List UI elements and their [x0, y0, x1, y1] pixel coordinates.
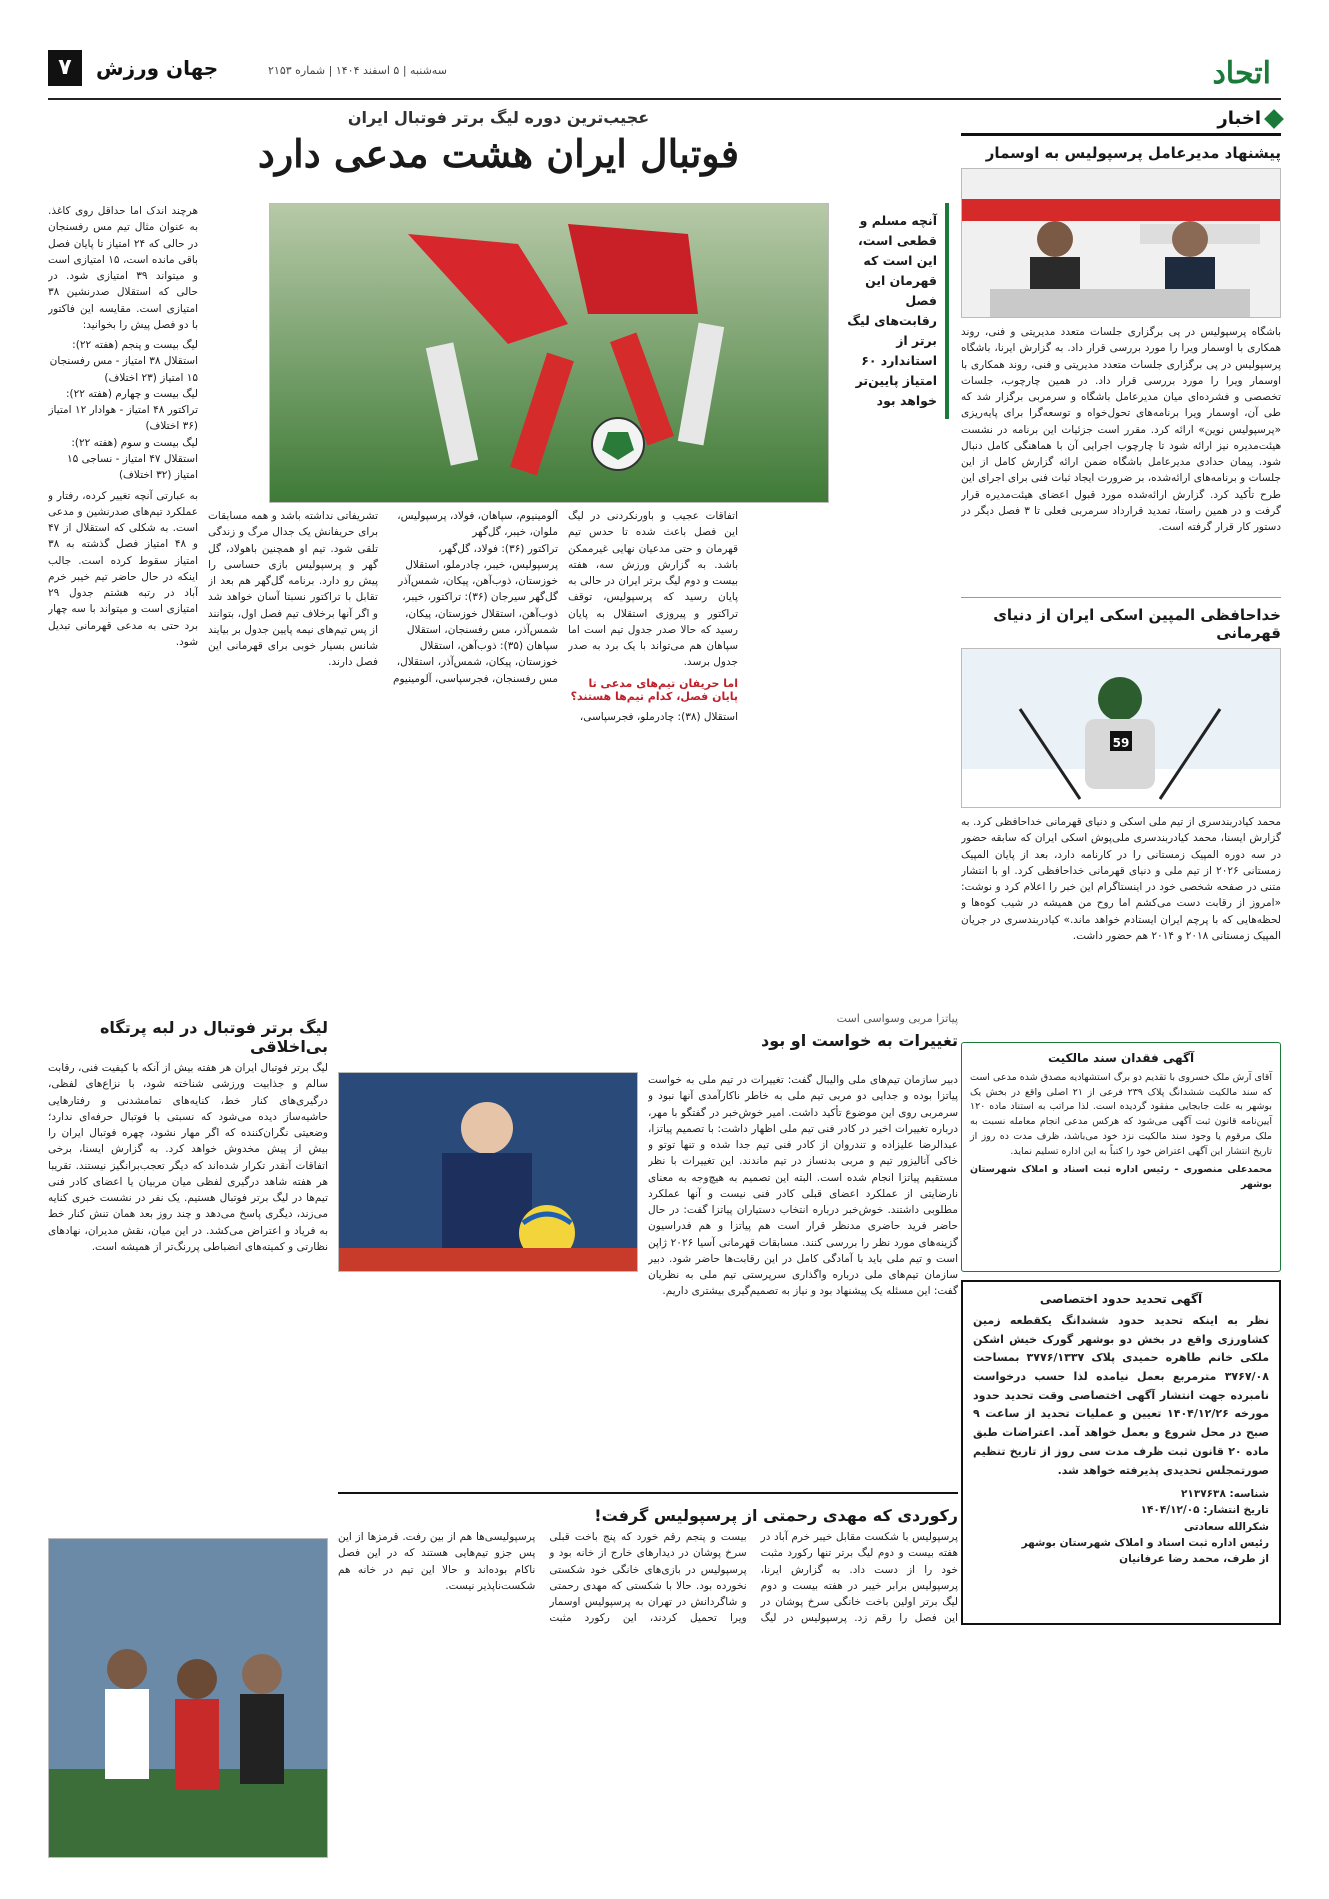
notice2-body: نظر به اینکه تحدید حدود ششدانگ یکقطعه زمین کشاورزی واقع در بخش دو بوشهر گورک خیش اشکن ملکی خانم طاهره حمیدی پلاک ۳۷۷۶/۱۳۳۷ بمساحت ۳۷۶۷/۰۸ مترمربع بعمل نیامده لذا حسب درخواست نامبرده جهت انتشار آگهی اختصاصی وقت تحدید حدود مورخه ۱۴۰۴/۱۲/۲۶ تعیین و عملیات تحدید از ساعت ۹ صبح در محل شروع و بعمل خواهد آمد. اعتراضات طبق ماده ۲۰ قانون ثبت ظرف مدت سی روز از تاریخ تنظیم صورتمجلس تحدیدی پذیرفته خواهد شد. [973, 1314, 1270, 1477]
volleyball-kicker: پیاتزا مربی وسواسی است [836, 1012, 958, 1025]
bottom-section [48, 1012, 958, 1868]
ethics-title: لیگ برتر فوتبال در لبه پرتگاه بی‌اخلاقی [99, 1018, 328, 1056]
lead-story [48, 108, 949, 1008]
section-label [961, 108, 1281, 136]
story-record [338, 1492, 958, 1862]
notice-boundary [961, 1280, 1281, 1625]
dateline: سه‌شنبه | ۵ اسفند ۱۴۰۴ | شماره ۲۱۵۳ [268, 64, 447, 77]
lead-col1b: به عبارتی آنچه تغییر کرده، رفتار و عملکرد تیم‌های صدرنشین و مدعی است. به شکلی که استقلال از ۴۷ و ۴۸ امتیاز فصل گذشته به ۳۸ امتیاز سقوط کرده است. جالب اینکه در حال حاضر تیم خیبر خرم آباد در رتبه هشتم جدول ۲۹ امتیازی است و میتواند با سه چهار برد حتی به مدعی قهرمانی تبدیل شود. [48, 489, 198, 648]
story2-title: خداحافظی المپین اسکی ایران از دنیای قهرمانی [993, 606, 1281, 642]
lead-col4: اتفاقات عجیب و باورنکردنی در لیگ این فصل باعث شده تا حدس تیم قهرمان و حتی مدعیان نهایی غیرممکن باشد. به گزارش ورزش سه، هفته بیست و دوم لیگ برتر ایران در حالی به پایان رسید که پرسپولیس، توقف تراکتور و پیروزی استقلال به پایان رسید که حالا صدر جدول تیم است اما سپاهان هم می‌تواند با یک برد به صدر جدول برسد. [568, 510, 738, 669]
volleyball-photo [338, 1072, 638, 1272]
lead-pullquote: آنچه مسلم و قطعی است، این است که قهرمان این فصل رقابت‌های لیگ برتر از استاندارد ۶۰ امتیاز پایین‌تر خواهد بود [839, 203, 949, 419]
football-action-illustration [269, 204, 828, 503]
section-label-text: اخبار [1217, 108, 1261, 129]
news-sidebar [961, 108, 1281, 1868]
lead-col1: هرچند اندک اما حداقل روی کاغذ. به عنوان مثال تیم مس رفسنجان در حالی که ۲۴ امتیاز تا پایان فصل باقی مانده است، ۱۵ امتیازی است و میتواند ۳۹ امتیازی شود. در حالی که استقلال صدرنشین ۳۸ امتیازی است. مقایسه این فاکتور با دو فصل پیش را بخوانید: [48, 205, 198, 331]
story2-body: محمد کیادربندسری از تیم ملی اسکی و دنیای قهرمانی خداحافظی کرد. به گزارش ایسنا، محمد کیادربندسری ملی‌پوش اسکی ایران که سابقه حضور در سه دوره المپیک زمستانی را در کارنامه دارد، بعد از پایان المپیک زمستانی ۲۰۲۶ از تیم ملی و دنیای قهرمانی خداحافظی کرد. او با انتشار متنی در صفحه شخصی خود در اینستاگرام این خبر را اعلام کرد و نوشت: «امروز از رقابت دست می‌کشم اما روح من همیشه در شیب کوه‌ها و لحظه‌هایی که با پرچم ایران ایستادم خواهد ماند.» کیادربندسری در جریان المپیک زمستانی ۲۰۱۸ و ۲۰۱۴ هم حضور داشت. [961, 816, 1281, 942]
lead-question: اما حریفان تیم‌های مدعی تا پایان فصل، کدام تیم‌ها هستند؟ [570, 676, 738, 703]
lead-kicker: عجیب‌ترین دوره لیگ برتر فوتبال ایران [347, 108, 650, 127]
volleyball-title: تغییرات به خواست او بود [760, 1031, 958, 1050]
lead-list: لیگ بیست و پنجم (هفته ۲۲): استقلال ۳۸ امتیاز - مس رفسنجان ۱۵ امتیاز (۲۳ اختلاف) لیگ بیست و چهارم (هفته ۲۲): تراکتور ۴۸ امتیاز - هوادار ۱۲ امتیاز (۳۶ اختلاف) لیگ بیست و سوم (هفته ۲۲): استقلال ۴۷ امتیاز - نساجی ۱۵ امتیاز (۳۲ اختلاف) [48, 339, 198, 482]
skier-illustration [961, 649, 1280, 808]
lead-column-3 [388, 508, 558, 998]
ethics-body: لیگ برتر فوتبال ایران هر هفته بیش از آنکه با کیفیت فنی، رقابت سالم و جذابیت ورزشی شناخته شود، با نزاع‌های لفظی، درگیری‌های کنار خط، کنایه‌های تمامشدنی و رفتارهایی حاشیه‌ساز دیده می‌شود که نسبتی با فوتبال حرفه‌ای ندارد؛ وضعیتی نگران‌کننده که اگر مهار نشود، چهره فوتبال ایران را بیش از پیش مخدوش خواهد کرد. به گزارش ایسنا، برخی اتفاقات آنقدر تکرار شده‌اند که دیگر تعجب‌برانگیز نیستند. تقریبا هر هفته شاهد درگیری لفظی میان مربیان یا اعضای کادر فنی تیم‌ها در لیگ برتر فوتبال هستیم. یک نفر در نشست خبری کنایه می‌زند، دیگری پاسخ می‌دهد و چند روز بعد همان تنش کنار خط به فریاد و اعتراض می‌کشد. در این میان، نقش مدیران، نهادهای نظارتی و کمیته‌های انضباطی پررنگ‌تر از همیشه است. [48, 1062, 328, 1253]
lead-col2: تشریفاتی نداشته باشد و همه مسابقات برای حریفانش یک جدال مرگ و زندگی تلقی شود. تیم او همچنین باهولاد، گل گهر و پرسپولیس بازی حساسی را پیش رو دارد. برنامه گل‌گهر هم بعد از تقابل با تراکتور نسبتا آسان خواهد شد و اگر آنها برخلاف تیم فصل اول، بتوانند از پس تیم‌های نیمه پایین جدول بر بیایند شانس بسیار خوبی برای قهرمانی این فصل دارند. [208, 510, 378, 669]
ethics-photo [48, 1538, 328, 1858]
notice-lost-deed [961, 1042, 1281, 1272]
story1-photo [961, 168, 1281, 318]
lead-photo [269, 203, 829, 503]
record-body: پرسپولیس با شکست مقابل خیبر خرم آباد در هفته بیست و دوم لیگ برتر تنها رکورد مثبت خود را از دست داد. به گزارش ایرنا، پرسپولیس برابر خیبر در هفته بیست و دوم لیگ برتر اولین باخت خانگی سرخ پوشان در این فصل را رقم زد. پرسپولیس در لیگ بیست و پنجم رقم خورد که پنج باخت قبلی سرخ پوشان در دیدارهای خارج از خانه بود و پرسپولیس در بازی‌های خانگی خود شکستی نخورده بود. حالا با شکستی که مهدی رحمتی و شاگردانش در تهران به پرسپولیس اوسمار ویرا تحمیل کردند، این رکورد مثبت پرسپولیسی‌ها هم از بین رفت. قرمزها از این پس جزو تیم‌هایی هستند که در این فصل ناکام بوده‌اند و حالا این تیم در خانه هم شکست‌ناپذیر نیست. [338, 1531, 958, 1625]
story1-body: باشگاه پرسپولیس در پی برگزاری جلسات متعدد مدیریتی و فنی، روند همکاری با اوسمار ویرا را مورد بررسی قرار داد. به گزارش ایرنا، باشگاه پرسپولیس در پی برگزاری جلسات متعدد مدیریتی و فنی، روند همکاری با اوسمار ویرا را مورد بررسی قرار داد. در همین چارچوب، جلسات تخصصی و فشرده‌ای میان مدیرعامل باشگاه و سرمربی برگزار شد که طی آن، اوسمار ویرا برنامه‌های تحول‌خواه و توسعه‌گرا برای پایه‌ریزی «پرسپولیس نوین» ارائه کرد. مقرر است جزئیات این برنامه در نشست هیئت‌مدیره نیز ارائه شود تا چارچوب اجرایی آن با هماهنگی کامل دنبال شود. پیمان حدادی مدیرعامل باشگاه ضمن ارائه گزارش کامل از این جلسات و برنامه‌های ارائه‌شده، بر ضرورت ایجاد ثبات فنی برای اجرای این طرح تأکید کرد. گزارش ارائه‌شده مورد قبول اعضای هیئت‌مدیره قرار گرفت و در همین راستا، تمدید قرارداد سرمربی فعلی تا ۳ فصل دیگر در دستور کار قرار گرفته است. [961, 326, 1281, 534]
notice2-role: رئیس اداره ثبت اسناد و املاک شهرستان بوشهر [1021, 1536, 1269, 1549]
story-volleyball [338, 1012, 958, 1482]
bib-number: 59 [1112, 736, 1130, 750]
page-header [48, 50, 1281, 100]
lead-col3: آلومینیوم، سپاهان، فولاد، پرسپولیس، ملوان، خیبر، گل‌گهر تراکتور (۳۶): فولاد، گل‌گهر، پرسپولیس، خیبر، چادرملو، استقلال خوزستان، ذوب‌آهن، پیکان، شمس‌آذر گل‌گهر سیرجان (۳۶): تراکتور، خیبر، ذوب‌آهن، استقلال خوزستان، پیکان، شمس‌آذر، مس رفسنجان، استقلال سپاهان (۳۵): ذوب‌آهن، استقلال خوزستان، پیکان، شمس‌آذر، استقلال، مس رفسنجان، فجرسپاسی، آلومینیوم [392, 510, 558, 685]
lead-column-1 [48, 203, 198, 993]
notice2-signer: شکرالله سعادتی [1184, 1520, 1269, 1533]
section-name: جهان ورزش [96, 56, 219, 80]
lead-column-2 [208, 508, 378, 998]
lead-col4-end: استقلال (۳۸): چادرملو، فجرسپاسی، [579, 710, 738, 723]
divider [961, 597, 1281, 598]
record-title: رکوردی که مهدی رحمتی از پرسپولیس گرفت! [594, 1506, 958, 1525]
notice2-date: تاریخ انتشار: ۱۴۰۴/۱۲/۰۵ [1140, 1504, 1269, 1517]
page-number: ۷ [48, 50, 82, 86]
story2-photo [961, 648, 1281, 808]
lead-headline: فوتبال ایران هشت مدعی دارد [257, 131, 740, 176]
notice2-number: شناسه: ۲۱۳۷۶۳۸ [1181, 1488, 1269, 1501]
coach-illustration [338, 1073, 637, 1272]
notice1-body: آقای آرش ملک خسروی با تقدیم دو برگ استشهادیه مصدق شده مدعی است که سند مالکیت ششدانگ پلاک ۲۳۹ فرعی از ۲۱ اصلی واقع در بخش یک بوشهر به علت جابجایی مفقود گردیده است. لذا مراتب به استناد ماده ۱۲۰ آیین‌نامه قانون ثبت آگهی می‌شود که هرکس مدعی انجام معامله نسبت به ملک مرقوم یا وجود سند مالکیت نزد خود می‌باشد، ظرف مدت ده روز از تاریخ انتشار این آگهی اعتراض خود را کتباً به این اداره تسلیم نماید. [970, 1072, 1273, 1157]
pullquote-box [839, 203, 949, 503]
notice1-title: آگهی فقدان سند مالکیت [1047, 1051, 1195, 1065]
diamond-icon [1264, 109, 1284, 129]
handshake-illustration [961, 169, 1280, 318]
notice1-signature: محمدعلی منصوری - رئیس اداره ثبت اسناد و املاک شهرستان بوشهر [970, 1164, 1272, 1191]
notice2-title: آگهی تحدید حدود اختصاصی [1039, 1292, 1203, 1306]
lead-column-4 [568, 508, 738, 998]
notice2-by: از طرف، محمد رضا عرفانیان [1119, 1553, 1269, 1566]
story1-title: پیشنهاد مدیرعامل پرسپولیس به اوسمار [985, 144, 1281, 162]
story-ethics [48, 1012, 328, 1862]
stadium-scuffle-illustration [48, 1539, 327, 1858]
volleyball-body: دبیر سازمان تیم‌های ملی والیبال گفت: تغییرات در تیم ملی به خواست پیاتزا بوده و جدایی دو مربی تیم ملی به خاطر ناکارآمدی آنها نبود و سرمربی روی این موضوع تأکید داشت. امیر خوش‌خبر در گفتگو با مهر، درباره تغییرات اخیر در کادر فنی تیم ملی اظهار داشت: با تصمیم پیاتزا، عبدالرضا علیزاده و تندروان از کادر فنی تیم جدا شده و تنها توتو و خاکی آنالیزور تیم و مربی بدنساز در تیم ماندند. این تغییرات با نظر مستقیم پیاتزا انجام شده است. البته این تصمیم به هیچ‌وجه به معنای نارضایتی از عملکرد اعضای قبلی کادر فنی نیست و آنها عملکرد مطلوبی داشتند. خوش‌خبر درباره انتخاب دستیاران پیاتزا گفت: در حال حاضر فرید حاضری مدنظر قرار است هم پیاتزا و هم فدراسیون گزینه‌های مورد نظر را بررسی کنند. مسابقات قهرمانی آسیا ۲۰۲۶ ژاپن است و تیم ملی باید با آمادگی کامل در این رقابت‌ها حاضر شود. دبیر سازمان تیم‌های ملی درباره واگذاری سرپرستی تیم ملی به نظریان گفت: این مسئله یک پیشنهاد بود و نیاز به تصمیم‌گیری بیشتری داریم. [648, 1074, 958, 1298]
newspaper-logo: اتحاد [1212, 56, 1271, 91]
